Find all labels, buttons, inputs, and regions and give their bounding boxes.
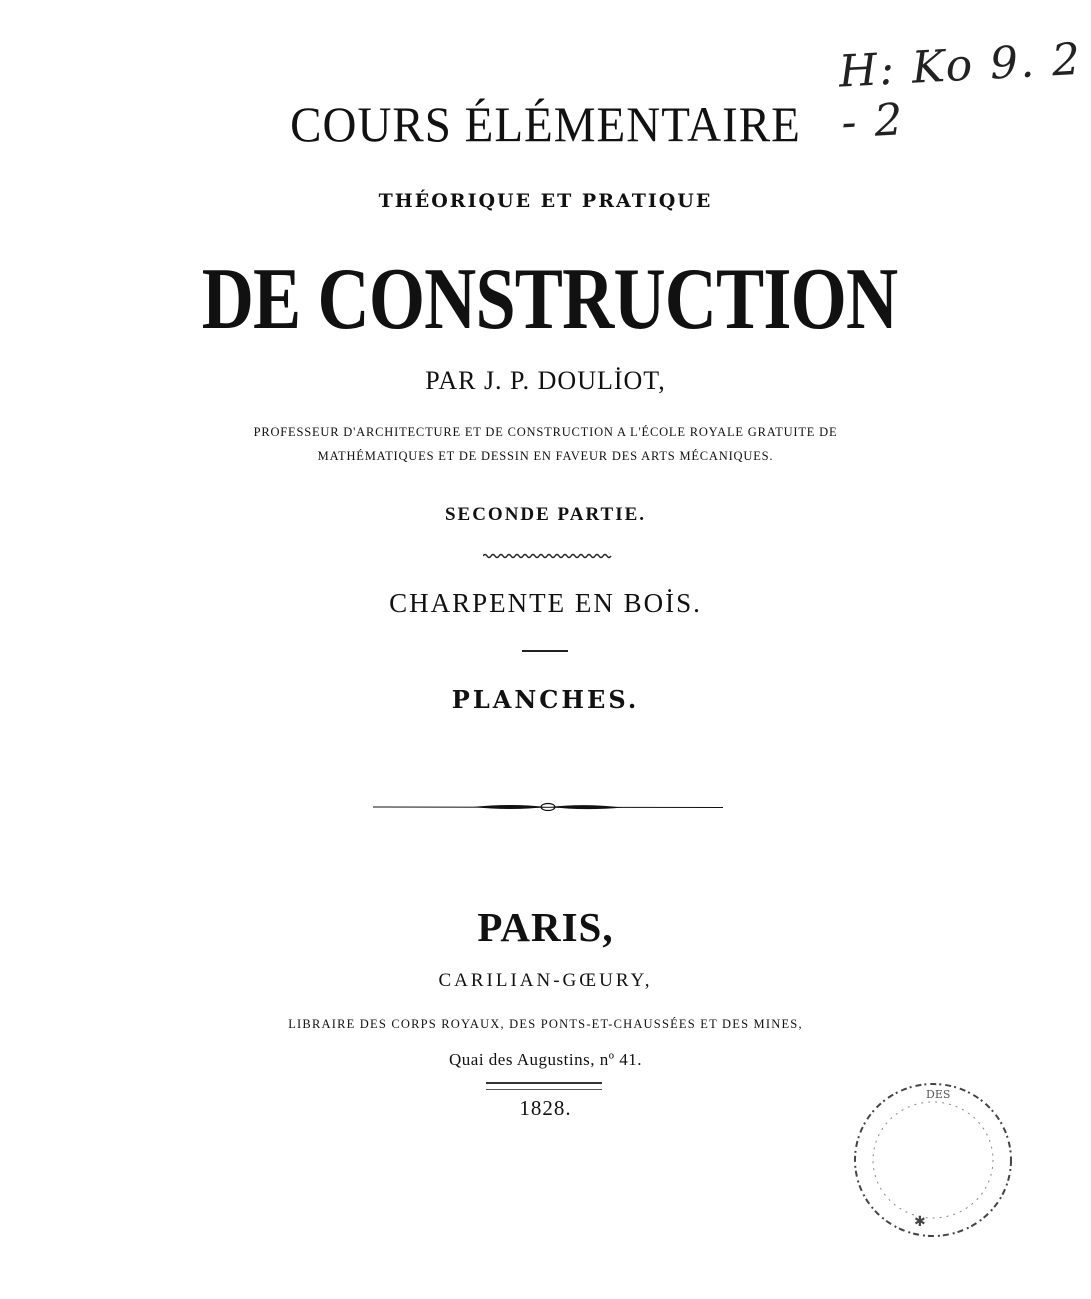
subject-title: CHARPENTE EN BOİS. [389, 588, 702, 618]
svg-text:DES: DES [926, 1088, 951, 1101]
svg-text:✱: ✱ [914, 1214, 926, 1230]
library-stamp-icon [848, 1078, 1018, 1243]
title-line-2: THÉORIQUE ET PRATIQUE [378, 190, 713, 212]
publisher-description: LIBRAIRE DES CORPS ROYAUX, DES PONTS-ET-CHAUSSÉES ET DES MINES, [288, 1017, 803, 1031]
city: PARIS, [477, 904, 614, 950]
publisher-name: CARILIAN-GŒURY, [438, 970, 653, 991]
handwritten-shelfmark: H: Ko 9. 2 - 2 [837, 33, 1084, 149]
author-name: PAR J. P. DOULİOT, [425, 366, 666, 395]
section-label: PLANCHES. [451, 685, 640, 714]
author-credentials-line-1: PROFESSEUR D'ARCHITECTURE ET DE CONSTRUCTION A L'ÉCOLE ROYALE GRATUITE DE [253, 425, 838, 439]
double-rule-divider [486, 1082, 602, 1090]
author-credentials-line-2: MATHÉMATIQUES ET DE DESSIN EN FAVEUR DES ARTS MÉCANIQUES. [317, 449, 774, 463]
wavy-rule-divider [483, 552, 613, 560]
publication-year: 1828. [519, 1096, 572, 1120]
ornamental-rule-divider [373, 800, 723, 814]
title-line-1: COURS ÉLÉMENTAIRE [290, 97, 801, 153]
part-label: SECONDE PARTIE. [444, 504, 647, 525]
short-rule-divider [522, 650, 568, 652]
main-title: DE CONSTRUCTION [201, 250, 898, 348]
publisher-address: Quai des Augustins, nº 41. [449, 1050, 642, 1069]
